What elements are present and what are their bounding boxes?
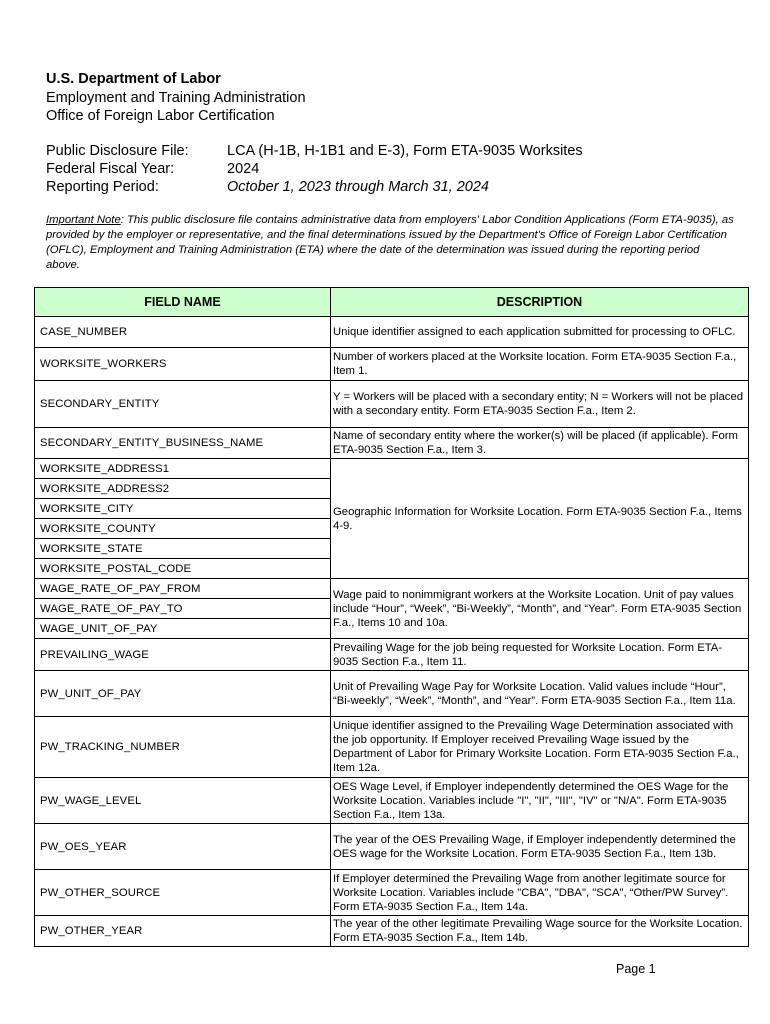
meta-row-year [46,160,583,178]
field-name: SECONDARY_ENTITY [35,381,331,428]
document-header [46,70,306,126]
meta-row-period [46,178,583,196]
field-name: SECONDARY_ENTITY_BUSINESS_NAME [35,428,331,459]
note-text: : This public disclosure file contains administrative data from employers' Labor Condition Applications (Form ETA-9035), as provided by the employer or representative, and the final determinations issued by the Department's Office of Foreign Labor Certification (OFLC), Employment and Training Administration (ETA) where the date of the determination was issued during the reporting period above. [46,214,734,271]
field-name: WORKSITE_WORKERS [35,348,331,381]
table-row [35,870,749,916]
important-note [46,213,736,273]
meta-value: October 1, 2023 through March 31, 2024 [227,179,489,195]
field-name: WORKSITE_STATE [35,539,331,559]
table-row [35,916,749,947]
table-row [35,639,749,671]
field-name: WORKSITE_POSTAL_CODE [35,559,331,579]
administration-title: Employment and Training Administration [46,89,306,106]
note-lead: Important Note [46,214,121,226]
table-row [35,824,749,870]
file-metadata [46,142,583,196]
table-row [35,459,749,479]
description-header: DESCRIPTION [331,288,749,317]
field-name: WORKSITE_COUNTY [35,519,331,539]
field-description: Wage paid to nonimmigrant workers at the Worksite Location. Unit of pay values include “Hour”, “Week”, “Bi-Weekly”, “Month”, and “Year”. Form ETA-9035 Section F.a., Items 10 and 10a. [331,579,749,639]
field-name: PW_OTHER_SOURCE [35,870,331,916]
field-description: Name of secondary entity where the worker(s) will be placed (if applicable). Form ETA-9035 Section F.a., Item 3. [331,428,749,459]
field-description: Unique identifier assigned to the Prevailing Wage Determination associated with the job opportunity. If Employer received Prevailing Wage issued by the Department of Labor for Primary Worksite Location. Form ETA-9035 Section F.a., Item 12a. [331,717,749,778]
meta-label: Public Disclosure File: [46,143,189,159]
field-name: WORKSITE_ADDRESS2 [35,479,331,499]
field-name: WAGE_RATE_OF_PAY_FROM [35,579,331,599]
field-name: WORKSITE_ADDRESS1 [35,459,331,479]
office-title: Office of Foreign Labor Certification [46,108,275,124]
table-row [35,778,749,824]
field-description: Prevailing Wage for the job being requested for Worksite Location. Form ETA-9035 Section F.a., Item 11. [331,639,749,671]
field-name: PREVAILING_WAGE [35,639,331,671]
field-description: Y = Workers will be placed with a secondary entity; N = Workers will not be placed with a secondary entity. Form ETA-9035 Section F.a., Item 2. [331,381,749,428]
table-row [35,717,749,778]
field-description: Unique identifier assigned to each application submitted for processing to OFLC. [331,317,749,348]
field-name: PW_OES_YEAR [35,824,331,870]
table-row [35,381,749,428]
field-description: Number of workers placed at the Worksite location. Form ETA-9035 Section F.a., Item 1. [331,348,749,381]
meta-label: Reporting Period: [46,179,159,195]
field-description: OES Wage Level, if Employer independently determined the OES Wage for the Worksite Location. Variables include "I", "II", "III", "IV" or "N/A". Form ETA-9035 Section F.a., Item 13a. [331,778,749,824]
table-row [35,317,749,348]
field-description: The year of the other legitimate Prevailing Wage source for the Worksite Location. Form ETA-9035 Section F.a., Item 14b. [331,916,749,947]
field-name: PW_TRACKING_NUMBER [35,717,331,778]
field-description-table [34,287,749,947]
field-name: PW_OTHER_YEAR [35,916,331,947]
meta-value: 2024 [227,161,260,177]
field-name: PW_UNIT_OF_PAY [35,671,331,717]
meta-value: LCA (H-1B, H-1B1 and E-3), Form ETA-9035 Worksites [227,143,583,159]
table-header-row [35,288,749,317]
field-description: Unit of Prevailing Wage Pay for Worksite Location. Valid values include “Hour”, “Bi-weekly”, “Week”, “Month”, and “Year”. Form ETA-9035 Section F.a., Item 11a. [331,671,749,717]
field-description: The year of the OES Prevailing Wage, if Employer independently determined the OES wage for the Worksite Location. Form ETA-9035 Section F.a., Item 13b. [331,824,749,870]
field-name: WAGE_UNIT_OF_PAY [35,619,331,639]
field-name: WAGE_RATE_OF_PAY_TO [35,599,331,619]
field-description: If Employer determined the Prevailing Wage from another legitimate source for Worksite Location. Variables include "CBA", "DBA", "SCA", “Other/PW Survey”. Form ETA-9035 Section F.a., Item 14a. [331,870,749,916]
field-name: PW_WAGE_LEVEL [35,778,331,824]
field-description: Geographic Information for Worksite Location. Form ETA-9035 Section F.a., Items 4-9. [331,459,749,579]
table-row [35,348,749,381]
table-row [35,671,749,717]
meta-label: Federal Fiscal Year: [46,161,175,177]
field-name-header: FIELD NAME [35,288,331,317]
field-name: CASE_NUMBER [35,317,331,348]
table-row [35,428,749,459]
department-title: U.S. Department of Labor [46,71,221,87]
field-name: WORKSITE_CITY [35,499,331,519]
meta-row-file [46,142,583,160]
table-row [35,579,749,599]
page-number: Page 1 [616,962,656,976]
